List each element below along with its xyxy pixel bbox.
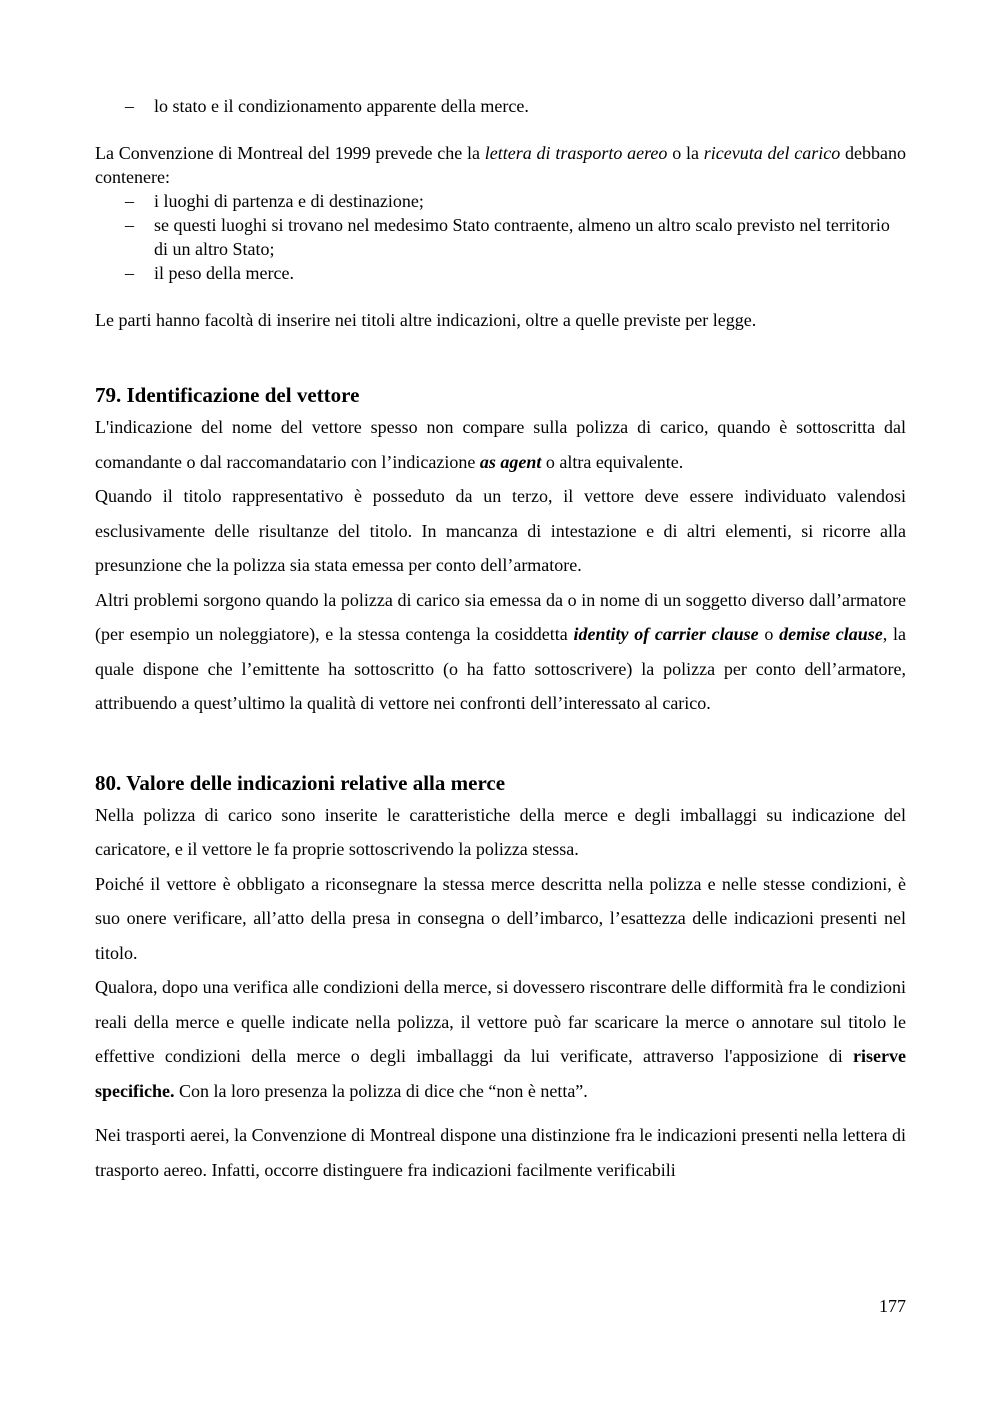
section-80-paragraph-4: Nei trasporti aerei, la Convenzione di Montreal dispone una distinzione fra le indicazioni presenti nella lettera di trasporto aereo. Infatti, occorre distinguere fra indicazioni facilmente verificabili [95,1125,906,1180]
section-79-body [95,410,906,721]
document-page [95,94,906,1187]
parties-note: Le parti hanno facoltà di inserire nei titoli altre indicazioni, oltre a quelle previste per legge. [95,310,757,330]
page-number: 177 [879,1296,906,1316]
dash-bullet: – [125,263,134,283]
section-79-heading: 79. Identificazione del vettore [95,383,360,407]
list-item: – lo stato e il condizionamento apparente della merce. [125,96,529,116]
list-item: – i luoghi di partenza e di destinazione; [125,191,424,211]
dash-bullet: – [125,215,134,235]
montreal-paragraph: La Convenzione di Montreal del 1999 prevede che la lettera di trasporto aereo o la ricevuta del carico debbano contenere: [95,143,906,187]
section-80-heading: 80. Valore delle indicazioni relative alla merce [95,770,506,795]
section-80-paragraph-3: Qualora, dopo una verifica alle condizioni della merce, si dovessero riscontrare delle difformità fra le condizioni reali della merce e quelle indicate nella polizza, il vettore può far scaricare la merce o annotare sul titolo le effettive condizioni della merce o degli imballaggi da lui verificate, attraverso l'apposizione di riserve specifiche. Con la loro presenza la polizza di dice che “non è netta”. [95,977,906,1101]
section-79-paragraph-1: L'indicazione del nome del vettore spesso non compare sulla polizza di carico, quando è sottoscritta dal comandante o dal raccomandatario con l’indicazione as agent o altra equivalente. [95,417,906,472]
section-79-paragraph-3: Altri problemi sorgono quando la polizza di carico sia emessa da o in nome di un soggetto diverso dall’armatore (per esempio un noleggiatore), e la stessa contenga la cosiddetta identity of carrier clause o demise clause, la quale dispone che l’emittente ha sottoscritto (o ha fatto sottoscrivere) la polizza per conto dell’armatore, attribuendo a quest’ultimo la qualità di vettore nei confronti dell’interessato al carico. [95,589,906,713]
section-80-paragraph-2: Poiché il vettore è obbligato a riconsegnare la stessa merce descritta nella polizza e nelle stesse condizioni, è suo onere verificare, all’atto della presa in consegna o dell’imbarco, l’esattezza delle indicazioni presenti nel titolo. [95,873,906,963]
dash-bullet: – [125,191,134,211]
section-79-paragraph-2: Quando il titolo rappresentativo è posseduto da un terzo, il vettore deve essere individuato valendosi esclusivamente delle risultanze del titolo. In mancanza di intestazione e di altri elementi, si ricorre alla presunzione che la polizza sia stata emessa per conto dell’armatore. [95,486,906,575]
dash-bullet: – [125,96,134,116]
montreal-list [95,189,906,285]
section-80-body [95,798,906,1188]
section-80-paragraph-1: Nella polizza di carico sono inserite le caratteristiche della merce e degli imballaggi su indicazione del caricatore, e il vettore le fa proprie sottoscrivendo la polizza stessa. [95,804,906,859]
intro-list [95,94,906,118]
list-item: – se questi luoghi si trovano nel medesimo Stato contraente, almeno un altro scalo previsto nel territorio di un altro Stato; [125,215,890,259]
list-item: – il peso della merce. [125,263,294,283]
